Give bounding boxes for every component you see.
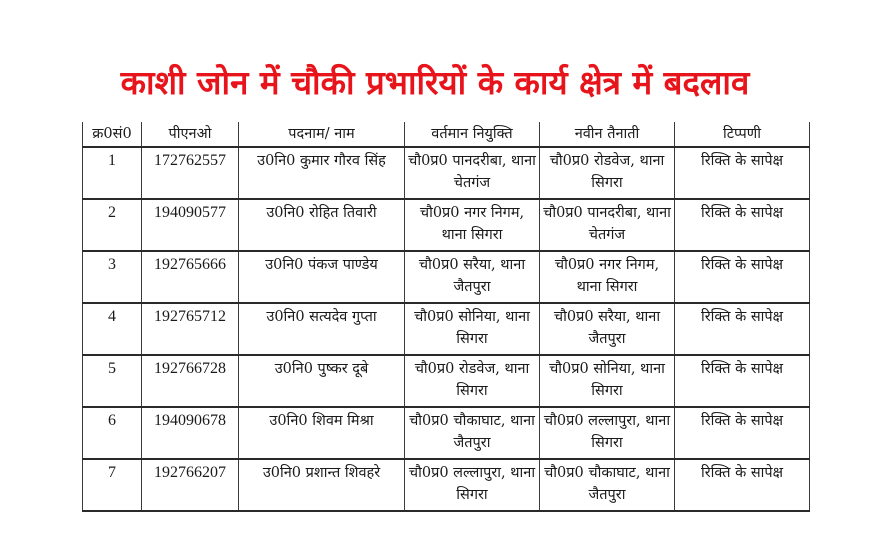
cell-remark: रिक्ति के सापेक्ष: [675, 355, 810, 407]
cell-new-posting: चौ0प्र0 सोनिया, थाना सिगरा: [540, 355, 675, 407]
cell-remark: रिक्ति के सापेक्ष: [675, 147, 810, 199]
table-row: [83, 251, 810, 303]
cell-serial-number: 6: [83, 407, 142, 459]
cell-serial-number: 1: [83, 147, 142, 199]
cell-pno: 172762557: [142, 147, 239, 199]
cell-new-posting: चौ0प्र0 सरैया, थाना जैतपुरा: [540, 303, 675, 355]
cell-serial-number: 3: [83, 251, 142, 303]
cell-name: उ0नि0 रोहित तिवारी: [239, 199, 405, 251]
transfer-table: [82, 122, 810, 512]
table-row: [83, 355, 810, 407]
cell-current-posting: चौ0प्र0 लल्लापुरा, थाना सिगरा: [405, 459, 540, 511]
header-serial-number: क्र0सं0: [83, 122, 142, 147]
cell-remark: रिक्ति के सापेक्ष: [675, 251, 810, 303]
cell-remark: रिक्ति के सापेक्ष: [675, 303, 810, 355]
header-current-posting: वर्तमान नियुक्ति: [405, 122, 540, 147]
cell-current-posting: चौ0प्र0 सरैया, थाना जैतपुरा: [405, 251, 540, 303]
header-pno: पीएनओ: [142, 122, 239, 147]
table-row: [83, 147, 810, 199]
cell-new-posting: चौ0प्र0 नगर निगम, थाना सिगरा: [540, 251, 675, 303]
cell-pno: 192766728: [142, 355, 239, 407]
cell-serial-number: 2: [83, 199, 142, 251]
page-headline: काशी जोन में चौकी प्रभारियों के कार्य क्षेत्र में बदलाव: [120, 63, 750, 102]
cell-serial-number: 5: [83, 355, 142, 407]
table-row: [83, 303, 810, 355]
header-remark: टिप्पणी: [675, 122, 810, 147]
table-row: [83, 459, 810, 511]
cell-name: उ0नि0 कुमार गौरव सिंह: [239, 147, 405, 199]
cell-current-posting: चौ0प्र0 नगर निगम, थाना सिगरा: [405, 199, 540, 251]
cell-remark: रिक्ति के सापेक्ष: [675, 459, 810, 511]
header-designation-name: पदनाम/ नाम: [239, 122, 405, 147]
cell-pno: 192765712: [142, 303, 239, 355]
cell-name: उ0नि0 शिवम मिश्रा: [239, 407, 405, 459]
cell-remark: रिक्ति के सापेक्ष: [675, 199, 810, 251]
cell-serial-number: 7: [83, 459, 142, 511]
cell-name: उ0नि0 सत्यदेव गुप्ता: [239, 303, 405, 355]
cell-new-posting: चौ0प्र0 चौकाघाट, थाना जैतपुरा: [540, 459, 675, 511]
cell-new-posting: चौ0प्र0 रोडवेज, थाना सिगरा: [540, 147, 675, 199]
cell-current-posting: चौ0प्र0 पानदरीबा, थाना चेतगंज: [405, 147, 540, 199]
table-row: [83, 407, 810, 459]
cell-name: उ0नि0 पुष्कर दूबे: [239, 355, 405, 407]
cell-pno: 194090678: [142, 407, 239, 459]
cell-remark: रिक्ति के सापेक्ष: [675, 407, 810, 459]
cell-current-posting: चौ0प्र0 सोनिया, थाना सिगरा: [405, 303, 540, 355]
cell-name: उ0नि0 प्रशान्त शिवहरे: [239, 459, 405, 511]
cell-pno: 192765666: [142, 251, 239, 303]
table-row: [83, 199, 810, 251]
cell-new-posting: चौ0प्र0 पानदरीबा, थाना चेतगंज: [540, 199, 675, 251]
cell-pno: 192766207: [142, 459, 239, 511]
cell-pno: 194090577: [142, 199, 239, 251]
cell-serial-number: 4: [83, 303, 142, 355]
cell-name: उ0नि0 पंकज पाण्डेय: [239, 251, 405, 303]
cell-new-posting: चौ0प्र0 लल्लापुरा, थाना सिगरा: [540, 407, 675, 459]
cell-current-posting: चौ0प्र0 चौकाघाट, थाना जैतपुरा: [405, 407, 540, 459]
table-header-row: [83, 122, 810, 147]
header-new-posting: नवीन तैनाती: [540, 122, 675, 147]
cell-current-posting: चौ0प्र0 रोडवेज, थाना सिगरा: [405, 355, 540, 407]
